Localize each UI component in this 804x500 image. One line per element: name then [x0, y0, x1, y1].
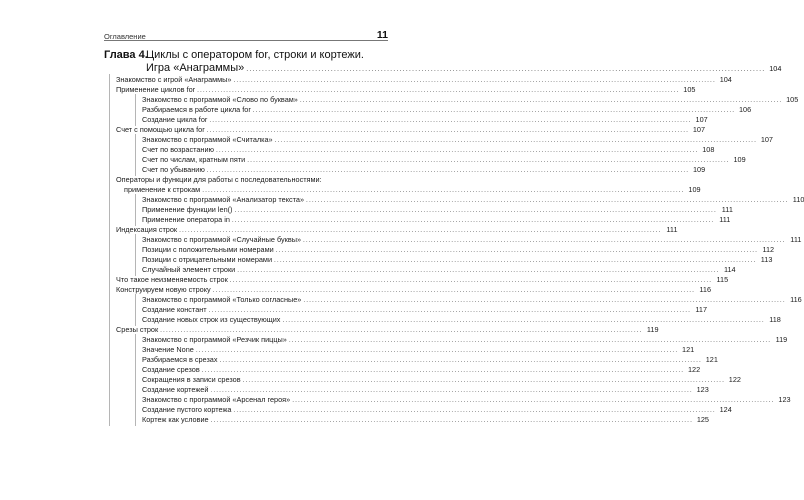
toc-entry-label: Создание цикла for	[142, 115, 208, 124]
toc-entry-label-line2: применение к строкам	[124, 185, 201, 194]
toc-entry-page: 124	[719, 405, 732, 414]
toc-entry-label: Операторы и функции для работы с последовательностями:	[116, 175, 322, 184]
toc-entry-page: 106	[738, 105, 752, 114]
toc-entry-label: Конструируем новую строку	[116, 285, 211, 294]
toc-entry-page: 112	[762, 245, 775, 254]
toc-entry-label: Что такое неизменяемость строк	[116, 275, 228, 284]
toc-entry-page: 122	[728, 375, 741, 384]
chapter-page: 104	[769, 64, 782, 73]
toc-entry-page: 109	[688, 185, 701, 194]
toc-entry-label: Создание новых строк из существующих	[142, 315, 281, 324]
chapter-label: Глава 4.	[104, 49, 148, 61]
toc-entry	[104, 195, 804, 205]
toc-entry-page: 111	[790, 235, 802, 244]
toc-entry	[104, 395, 791, 405]
toc-entry	[104, 85, 696, 95]
toc-entry	[104, 315, 781, 325]
toc-entry-label: Срезы строк	[116, 325, 159, 334]
sublevel-guide-line	[135, 414, 136, 426]
toc-entry-label: Счет с помощью цикла for	[116, 125, 205, 134]
toc-entry-page: 121	[682, 345, 695, 354]
toc-entry	[104, 335, 788, 345]
toc-entry	[104, 95, 799, 105]
toc-entry	[104, 245, 775, 255]
level-guide-line	[109, 414, 110, 426]
toc-entry-page: 108	[702, 145, 715, 154]
toc-entry-page: 116	[699, 285, 712, 294]
toc-entry	[104, 385, 709, 395]
toc-entry-label: Счет по возрастанию	[142, 145, 214, 154]
toc-entry-page: 123	[778, 395, 791, 404]
toc-entry	[104, 75, 732, 85]
toc-entry	[104, 325, 659, 335]
toc-entry-page: 111	[666, 225, 678, 234]
chapter-title	[146, 49, 781, 75]
toc-entry-label: Знакомство с программой «Слово по буквам»	[142, 95, 298, 104]
toc-entry-label: Знакомство с программой «Только согласные»	[142, 295, 302, 304]
toc-entry-page: 107	[692, 125, 706, 134]
toc-entry-label: Случайный элемент строки	[142, 265, 236, 274]
toc-entry-label: Кортеж как условие	[142, 415, 209, 424]
toc-entry	[104, 175, 701, 195]
toc-entry	[104, 265, 736, 275]
toc-entry	[104, 165, 706, 175]
toc-entry-label: Знакомство с программой «Случайные буквы»	[142, 235, 301, 244]
toc-entry-page: 111	[721, 205, 733, 214]
toc-entry-label: Позиции с отрицательными номерами	[142, 255, 273, 264]
toc-entry	[104, 355, 718, 365]
toc-entry-label: Применение функции len()	[142, 205, 233, 214]
toc-entry	[104, 305, 708, 315]
toc-entry	[104, 125, 706, 135]
toc-entry-label: Значение None	[142, 345, 194, 354]
toc-entry	[104, 105, 752, 115]
running-title: Оглавление	[104, 32, 146, 41]
toc-entry-page: 105	[786, 95, 799, 104]
toc-entry	[104, 205, 733, 215]
toc-entry-label: Создание кортежей	[142, 385, 209, 394]
toc-entry-page: 118	[769, 315, 781, 324]
toc-entry-label: Применение оператора in	[142, 215, 230, 224]
toc-entry-label: Применение циклов for	[116, 85, 196, 94]
toc-entry-page: 117	[695, 305, 708, 314]
toc-entry-label: Разбираемся в работе цикла for	[142, 105, 251, 114]
toc-entry	[104, 145, 715, 155]
toc-entry-label: Разбираемся в срезах	[142, 355, 218, 364]
toc-entry-label: Создание пустого кортежа	[142, 405, 232, 414]
toc-entry-page: 123	[696, 385, 709, 394]
running-header	[104, 25, 388, 41]
toc-entry-page: 125	[696, 415, 709, 424]
toc-entry-label: Знакомство с программой «Арсенал героя»	[142, 395, 291, 404]
toc-entry-page: 104	[719, 75, 732, 84]
toc-entry	[104, 215, 731, 225]
leader-dots	[211, 416, 693, 426]
toc-entry	[104, 365, 701, 375]
toc-entry-label: Сокращения в записи срезов	[142, 375, 241, 384]
toc-entry-label: Индексация строк	[116, 225, 178, 234]
toc-entry-page: 121	[705, 355, 718, 364]
toc-entry-page: 122	[687, 365, 701, 374]
toc-entry	[104, 155, 746, 165]
toc-entry-label: Создание констант	[142, 305, 207, 314]
toc-entry	[104, 135, 773, 145]
toc-entry-page: 119	[775, 335, 788, 344]
chapter-title-line2: Игра «Анаграммы»	[146, 62, 245, 74]
toc-entry-label: Знакомство с программой «Резчик пиццы»	[142, 335, 287, 344]
toc-entry-label: Создание срезов	[142, 365, 200, 374]
toc-entry	[104, 295, 802, 305]
toc-entry-page: 109	[693, 165, 706, 174]
level-guide-line	[109, 174, 110, 196]
chapter-heading	[104, 49, 782, 75]
toc-entry	[104, 235, 802, 245]
page-number: 11	[376, 29, 388, 41]
toc-entry	[104, 375, 741, 385]
toc-entry-page: 107	[760, 135, 773, 144]
toc-entry	[104, 255, 773, 265]
toc-entry-page: 111	[719, 215, 731, 224]
toc-entry-label: Счет по убыванию	[142, 165, 205, 174]
table-of-contents	[104, 75, 804, 425]
toc-entry-continuation	[116, 185, 701, 195]
toc-entry	[104, 275, 729, 285]
toc-entry-page: 113	[760, 255, 773, 264]
toc-entry	[104, 285, 712, 295]
toc-entry	[104, 225, 678, 235]
toc-entry-page: 109	[733, 155, 746, 164]
toc-entry	[104, 405, 732, 415]
toc-entry	[104, 345, 695, 355]
toc-entry	[104, 415, 709, 425]
toc-entry-label: Знакомство с игрой «Анаграммы»	[116, 75, 232, 84]
leader-dots	[246, 62, 765, 75]
toc-entry-page: 115	[716, 275, 729, 284]
toc-entry-page: 105	[683, 85, 696, 94]
header-rule	[104, 40, 388, 41]
toc-entry-page: 114	[723, 265, 736, 274]
toc-entry-page: 119	[646, 325, 659, 334]
toc-entry	[104, 115, 708, 125]
toc-entry-page: 116	[790, 295, 802, 304]
toc-entry-label: Счет по числам, кратным пяти	[142, 155, 246, 164]
toc-entry-label: Позиции с положительными номерами	[142, 245, 274, 254]
toc-entry-page: 107	[695, 115, 708, 124]
chapter-title-line1: Циклы с оператором for, строки и кортежи.	[146, 49, 364, 61]
toc-entry-label: Знакомство с программой «Считалка»	[142, 135, 273, 144]
toc-entry-page: 110	[792, 195, 804, 204]
toc-entry-label: Знакомство с программой «Анализатор текста»	[142, 195, 305, 204]
